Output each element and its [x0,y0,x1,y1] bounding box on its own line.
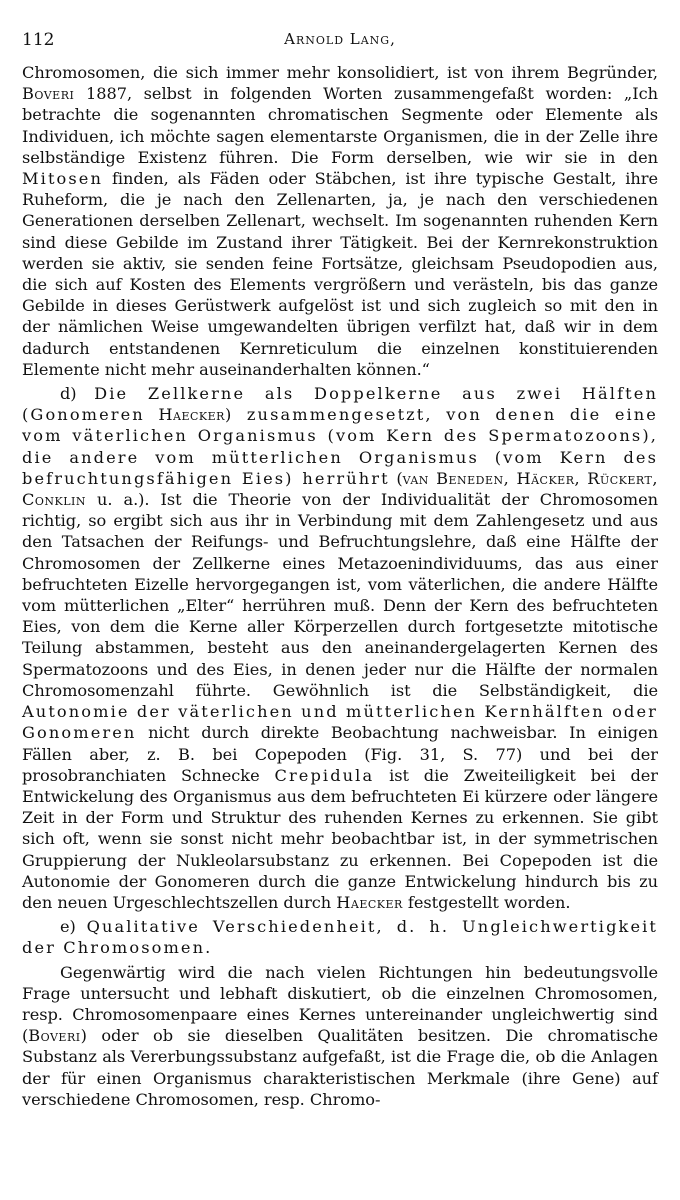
text-run: ist die Zweiteiligkeit bei der Entwickelung des Organismus aus dem befruchteten Ei kürzere oder längere Zeit in der Form und Struktur des ruhenden Kernes zu erkennen. Sie gibt sich oft, wenn sie sonst nicht mehr beobachtbar ist, in der symmetrischen Gruppierung der Nukleolarsubstanz zu erkennen. Bei Copepoden ist die Autonomie der Gonomeren durch die ganze Entwickelung hindurch bis zu den neuen Urgeschlechtszellen durch [22,765,658,912]
page-number: 112 [22,30,55,50]
paragraph-3 [22,916,658,958]
paragraph-1 [22,62,658,380]
text-run: ) oder ob sie dieselben Qualitäten besitzen. Die chromatische Substanz als Vererbungssubstanz aufgefaßt, ist die Frage die, ob die Anlagen der für einen Organismus charakteristischen Merkmale (ihre Gene) auf verschiedene Chromosomen, resp. Chromo- [22,1026,658,1109]
spaced-heading: ) zusammengesetzt, von denen die eine vom väterlichen Organismus (vom Kern des Spermatozoons), die andere vom mütterlichen Organismus (vom Kern des befruchtungsfähigen Eies) herrührt [22,405,658,488]
spaced-term: Mitosen [22,169,104,189]
text-run: ( [389,468,403,488]
author-name: Haecker [336,892,403,912]
text-run: Chromosomen, die sich immer mehr konsolidiert, ist von ihrem Begründer, [22,63,658,82]
text-run: 1887, selbst in folgenden Worten zusammengefaßt worden: „Ich betrachte die sogenannten chromatischen Segmente oder Elemente als Individuen, ich möchte sagen elementarste Organismen, die in der Zelle ihre selbständige Existenz führen. Die Form derselben, wie wir sie in den [22,84,658,167]
spaced-heading: Die Zellkerne als Doppelkerne aus zwei Hälften (Gonomeren [22,384,658,425]
list-marker: d) [60,384,95,404]
author-name: Boveri [22,84,75,104]
author-name: Haecker [158,405,225,425]
running-head: Arnold Lang, [284,30,396,48]
paragraph-2 [22,383,658,913]
text-run: u. a.). Ist die Theorie von der Individualität der Chromosomen richtig, so ergibt sich aus ihr in Verbindung mit dem Zahlengesetz und aus den Tatsachen der Reifungs- und Befruchtungslehre, daß eine Hälfte der Chromosomen der Zellkerne eines Metazoenindividuums, das aus einer befruchteten Eizelle hervorgegangen ist, vom väterlichen, die andere Hälfte vom mütterlichen „Elter“ herrühren muß. Denn der Kern des befruchteten Eies, von dem die Kerne aller Körperzellen durch fortgesetzte mitotische Teilung abstammen, besteht aus den aneinandergelagerten Kernen des Spermatozoons und des Eies, in denen jeder nur die Hälfte der normalen Chromosomenzahl führte. Gewöhnlich ist die Selbständigkeit, die [22,490,658,700]
text-run: festgestellt worden. [402,892,571,912]
spaced-heading: Qualitative Verschiedenheit, d. h. Ungleichwertigkeit der Chromosomen. [22,917,659,958]
author-names: van Beneden, Häcker, Rückert, Conklin [22,468,658,510]
spaced-term: Crepidula [274,765,375,785]
page-header [22,30,658,62]
body-text [22,62,658,1110]
spaced-term: Autonomie der väterlichen und mütterlichen Kernhälften oder Gonomeren [22,702,658,743]
author-name: Boveri [28,1026,81,1046]
text-run: Gegenwärtig wird die nach vielen Richtungen hin bedeutungsvolle Frage untersucht und lebhaft diskutiert, ob die einzelnen Chromosomen, resp. Chromosomenpaare eines Kernes untereinander ungleichwertig sind ( [22,962,658,1046]
text-run: finden, als Fäden oder Stäbchen, ist ihre typische Gestalt, ihre Ruheform, die je nach den Zellenarten, ja, je nach den verschiedenen Generationen derselben Zellenart, wechselt. Im sogenannten ruhenden Kern sind diese Gebilde im Zustand ihrer Tätigkeit. Bei der Kernrekonstruktion werden sie aktiv, sie senden feine Fortsätze, gleichsam Pseudopodien aus, die sich auf Kosten des Elements vergrößern und verästeln, bis das ganze Gebilde in dieses Gerüstwerk aufgelöst ist und sich zugleich so mit den in der nämlichen Weise umgewandelten übrigen verfilzt hat, daß wir in dem dadurch entstandenen Kernreticulum die einzelnen konstituierenden Elemente nicht mehr auseinanderhalten können.“ [22,169,658,379]
text-run: nicht durch direkte Beobachtung nachweisbar. In einigen Fällen aber, z. B. bei Copepoden (Fig. 31, S. 77) und bei der prosobranchiaten Schnecke [22,723,658,785]
list-marker: e) [60,917,87,937]
paragraph-4 [22,962,658,1110]
